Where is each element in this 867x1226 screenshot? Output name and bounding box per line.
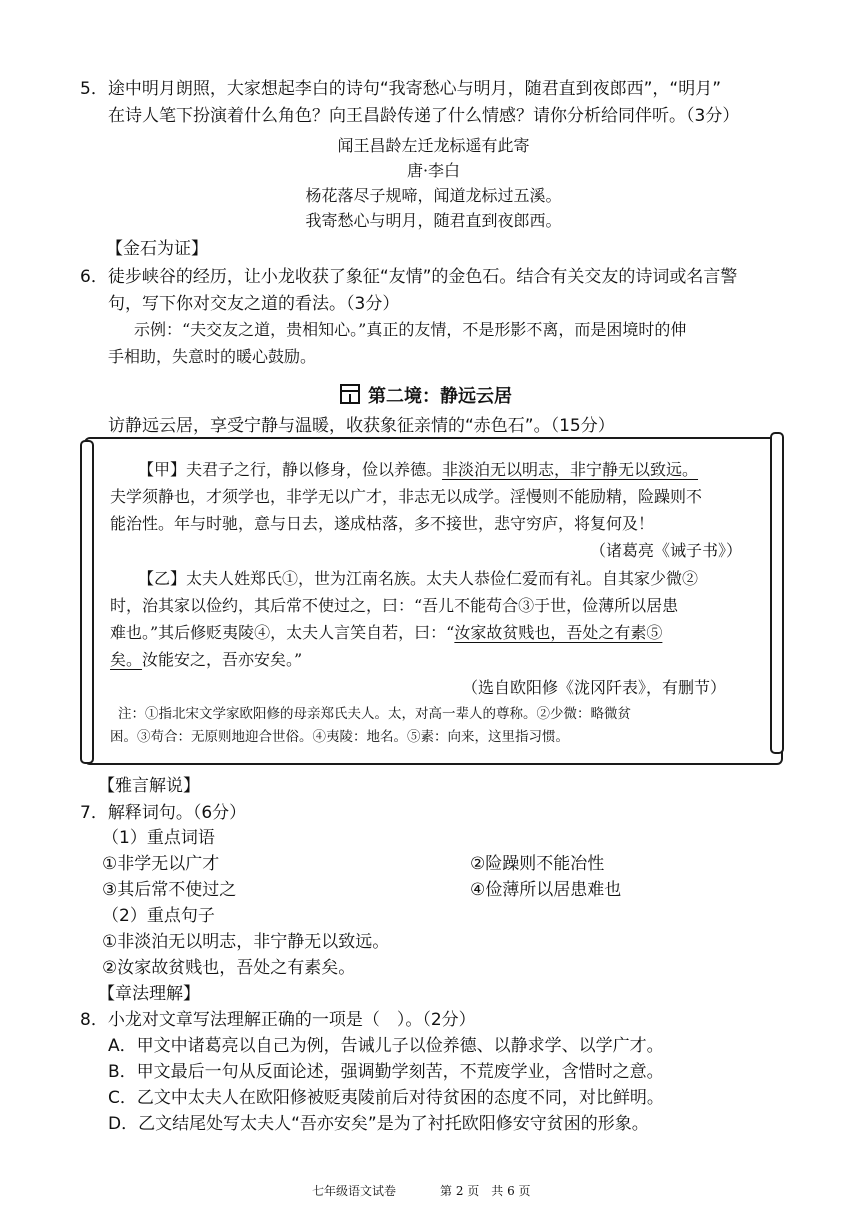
- scroll-roll-left: [80, 440, 94, 764]
- q8-option-a: A．甲文中诸葛亮以自己为例，告诫儿子以俭养德、以静求学、以学广才。: [108, 1036, 664, 1056]
- book-icon: [340, 384, 360, 404]
- passage-yi-line2: 时，治其家以俭约，其后常不使过之，曰：“吾儿不能苟合③于世，俭薄所以居患: [110, 596, 679, 615]
- q5-line1: 5．途中明月朗照，大家想起李白的诗句“我寄愁心与明月，随君直到夜郎西”，“明月”: [80, 79, 722, 99]
- footer-page-number: 第 2 页 共 6 页: [440, 1184, 531, 1198]
- yi4-plain: 汝能安之，吾亦安矣。”: [142, 650, 303, 669]
- yi4-underlined: 矣。: [110, 650, 143, 669]
- jia-underlined-sentence: 非淡泊无以明志，非宁静无以致远。: [442, 460, 699, 479]
- section-title: 第二境：静远云居: [368, 386, 512, 407]
- q8-option-b: B．甲文最后一句从反面论述，强调勤学刻苦，不荒废学业，含惜时之意。: [108, 1062, 664, 1082]
- poem-line-2: 我寄愁心与明月，随君直到夜郎西。: [305, 211, 562, 230]
- passage-yi-line1: 【乙】太夫人姓郑氏①，世为江南名族。太夫人恭俭仁爱而有礼。自其家少微②: [138, 569, 699, 588]
- q7-word-4: ④俭薄所以居患难也: [470, 880, 622, 900]
- q7-word-3: ③其后常不使过之: [102, 880, 237, 900]
- q7-word-2: ②险躁则不能冶性: [470, 854, 605, 874]
- heading-jinshi: 【金石为证】: [106, 239, 208, 259]
- q8-option-d: D．乙文结尾处写太夫人“吾亦安矣”是为了衬托欧阳修安守贫困的形象。: [108, 1114, 649, 1134]
- q7-sentence-1: ①非淡泊无以明志，非宁静无以致远。: [102, 932, 390, 952]
- q7-sentence-2: ②汝家故贫贱也，吾处之有素矣。: [102, 958, 356, 978]
- scroll-roll-right: [770, 432, 784, 754]
- footer-exam-title: 七年级语文试卷: [312, 1184, 397, 1198]
- passage-yi-line3: [110, 620, 662, 643]
- passage-note-line1: 注：①指北宋文学家欧阳修的母亲郑氏夫人。太，对高一辈人的尊称。②少微：略微贫: [118, 706, 631, 722]
- yi3-plain: 难也。”其后修贬夷陵④，太夫人言笑自若，曰：“: [110, 623, 455, 642]
- jia-opening: 【甲】夫君子之行，静以修身，俭以养德。: [138, 460, 443, 479]
- passage-yi-line4: [110, 647, 302, 670]
- passage-note-line2: 困。③苟合：无原则地迎合世俗。④夷陵：地名。⑤素：向来，这里指习惯。: [110, 729, 569, 745]
- passage-yi-source: （选自欧阳修《泷冈阡表》，有删节）: [462, 678, 727, 697]
- yi3-underlined: 汝家故贫贱也，吾处之有素⑤: [454, 623, 663, 642]
- q7-word-1: ①非学无以广才: [102, 854, 220, 874]
- poem-title: 闻王昌龄左迁龙标遥有此寄: [337, 136, 530, 155]
- q6-line1: 6．徒步峡谷的经历，让小龙收获了象征“友情”的金色石。结合有关交友的诗词或名言警: [80, 267, 738, 287]
- q7-stem: 7．解释词句。（6分）: [80, 803, 247, 823]
- passage-jia-line2: 夫学须静也，才须学也，非学无以广才，非志无以成学。淫慢则不能励精，险躁则不: [110, 487, 703, 506]
- section-intro: 访静远云居，享受宁静与温暖，收获象征亲情的“赤色石”。（15分）: [108, 416, 615, 436]
- q6-example-line2: 手相助，失意时的暖心鼓励。: [108, 347, 317, 366]
- q6-example-line1: 示例：“夫交友之道，贵相知心。”真正的友情，不是形影不离，而是困境时的伸: [134, 320, 687, 339]
- q6-line2: 句，写下你对交友之道的看法。（3分）: [108, 294, 400, 314]
- q8-option-c: C．乙文中太夫人在欧阳修被贬夷陵前后对待贫困的态度不同，对比鲜明。: [108, 1088, 664, 1108]
- poem-line-1: 杨花落尽子规啼，闻道龙标过五溪。: [305, 186, 562, 205]
- passage-jia-line1: [138, 457, 698, 480]
- heading-zhangfa: 【章法理解】: [98, 984, 200, 1004]
- heading-yayan: 【雅言解说】: [98, 776, 200, 796]
- q7-sub2: （2）重点句子: [102, 906, 215, 926]
- passage-jia-source: （诸葛亮《诫子书》）: [590, 541, 743, 560]
- q5-line2: 在诗人笔下扮演着什么角色？向王昌龄传递了什么情感？请你分析给同伴听。（3分）: [108, 106, 740, 126]
- passage-jia-line3: 能治性。年与时驰，意与日去，遂成枯落，多不接世，悲守穷庐，将复何及！: [110, 514, 655, 533]
- q8-stem: 8．小龙对文章写法理解正确的一项是（ ）。（2分）: [80, 1010, 476, 1030]
- poem-author: 唐·李白: [406, 161, 461, 180]
- q7-sub1: （1）重点词语: [102, 828, 215, 848]
